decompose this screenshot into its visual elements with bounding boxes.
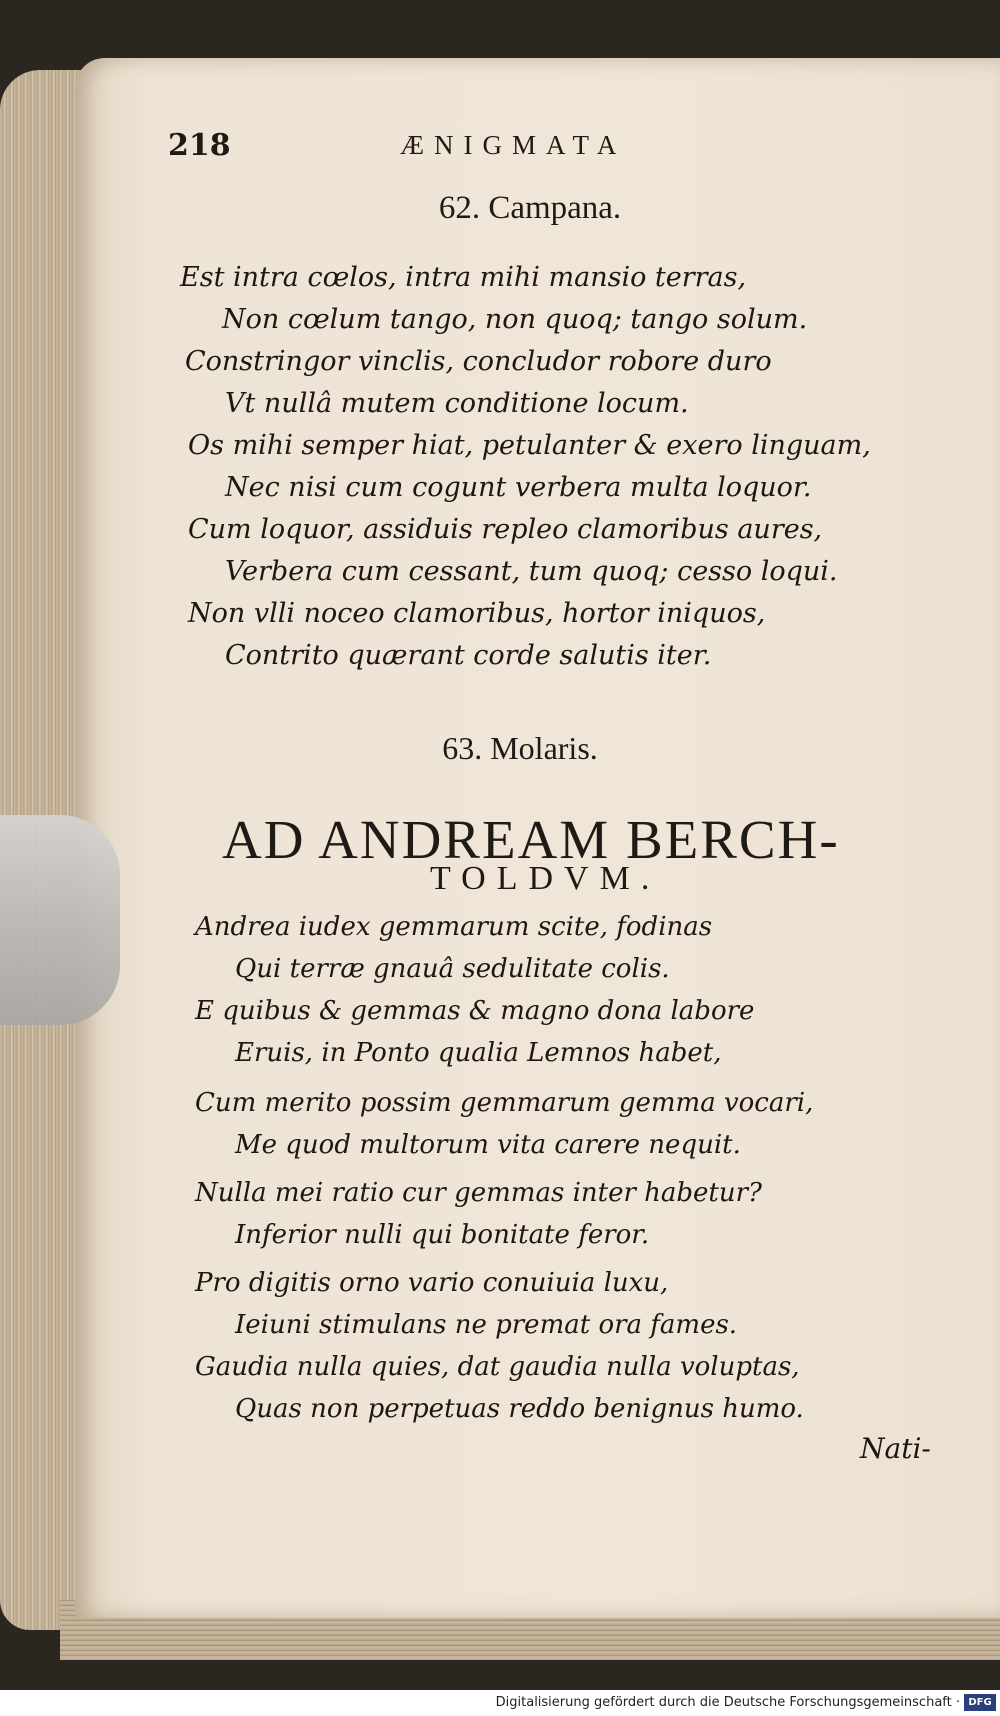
verse-line: Inferior nulli qui bonitate feror.	[235, 1220, 650, 1250]
footer-credit: Digitalisierung gefördert durch die Deutsche Forschungsgemeinschaft ·	[495, 1695, 960, 1710]
verse-line: Vt nullâ mutem conditione locum.	[225, 388, 689, 419]
verse-line: Nec nisi cum cogunt verbera multa loquor.	[225, 472, 812, 503]
verse-line: Cum merito possim gemmarum gemma vocari,	[195, 1088, 814, 1118]
dfg-logo: DFG	[964, 1694, 996, 1711]
verse-line: Est intra cœlos, intra mihi mansio terras,	[180, 262, 747, 293]
verse-line: Gaudia nulla quies, dat gaudia nulla voluptas,	[195, 1352, 800, 1382]
catchword: Nati-	[860, 1432, 931, 1465]
section-title-62: 62. Campana.	[438, 190, 622, 226]
verse-line: Andrea iudex gemmarum scite, fodinas	[195, 912, 713, 942]
running-title: ÆNIGMATA	[400, 130, 627, 160]
page-header	[168, 128, 748, 178]
thumb-holding-page	[0, 815, 120, 1025]
digitization-footer	[0, 1690, 1000, 1716]
verse-line: Verbera cum cessant, tum quoq; cesso loqui.	[225, 556, 838, 587]
verse-line: Non vlli noceo clamoribus, hortor iniquos,	[188, 598, 766, 629]
verse-line: Quas non perpetuas reddo benignus humo.	[235, 1394, 804, 1424]
verse-line: Cum loquor, assiduis repleo clamoribus aures,	[188, 514, 823, 545]
dedication-heading-continued: TOLDVM.	[430, 860, 661, 897]
verse-line: Eruis, in Ponto qualia Lemnos habet,	[235, 1038, 722, 1068]
dedication-heading: AD ANDREAM BERCH-	[222, 809, 840, 870]
page-number: 218	[168, 128, 231, 163]
verse-line: Os mihi semper hiat, petulanter & exero linguam,	[188, 430, 871, 461]
verse-line: Constringor vinclis, concludor robore duro	[185, 346, 772, 377]
section-title-63: 63. Molaris.	[442, 730, 598, 766]
verse-line: Me quod multorum vita carere nequit.	[235, 1130, 741, 1160]
verse-line: Pro digitis orno vario conuiuia luxu,	[195, 1268, 669, 1298]
verse-line: Nulla mei ratio cur gemmas inter habetur?	[195, 1178, 762, 1208]
verse-line: Ieiuni stimulans ne premat ora fames.	[235, 1310, 738, 1340]
verse-line: Qui terræ gnauâ sedulitate colis.	[235, 954, 670, 984]
verse-line: Contrito quærant corde salutis iter.	[225, 640, 712, 671]
verse-line: E quibus & gemmas & magno dona labore	[195, 996, 755, 1026]
verse-line: Non cœlum tango, non quoq; tango solum.	[222, 304, 808, 335]
